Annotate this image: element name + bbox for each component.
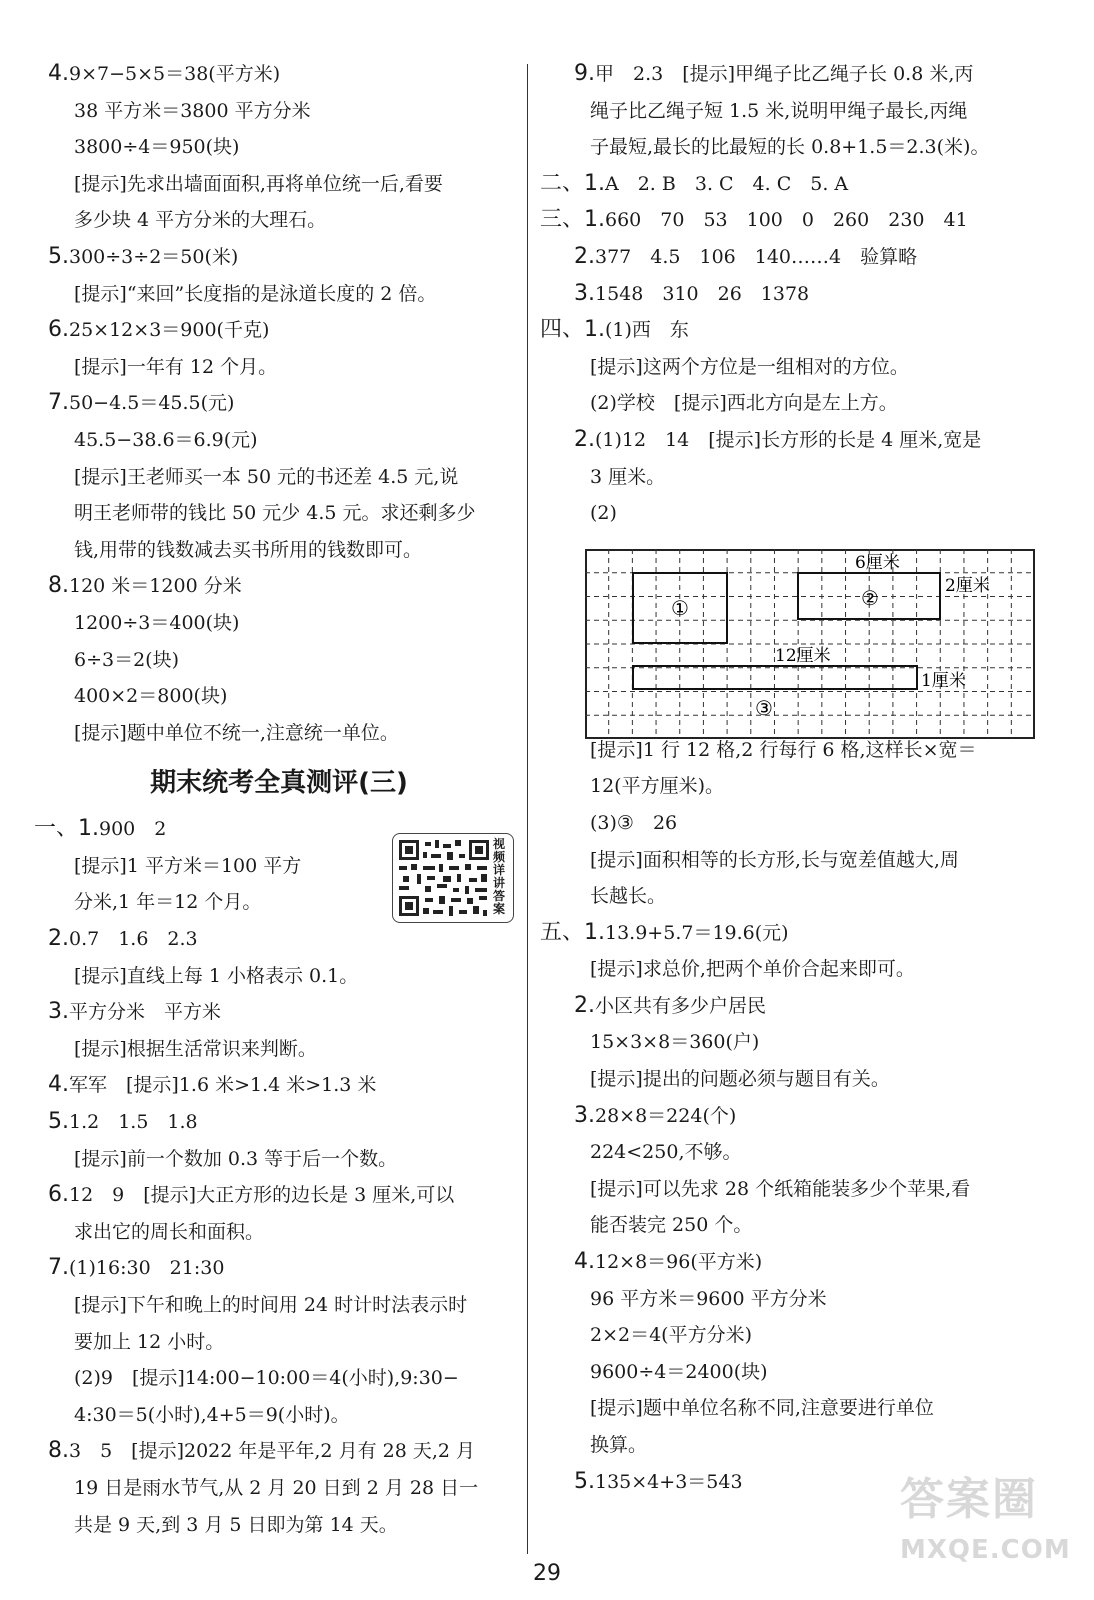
- answer-item: [34, 1104, 514, 1141]
- item-text: 12 9 [提示]大正方形的边长是 3 厘米,可以: [69, 1184, 455, 1207]
- answer-line: [34, 678, 524, 715]
- qr-code[interactable]: [392, 833, 514, 923]
- column-divider: [527, 64, 528, 1554]
- item-number: 6.: [48, 317, 69, 343]
- answer-item: [34, 568, 514, 605]
- answer-line: [34, 1470, 524, 1507]
- item-text: (3)③ 26: [590, 811, 678, 834]
- item-number: 9.: [574, 61, 595, 86]
- watermark-line1: 答案圈: [900, 1474, 1038, 1525]
- answer-line: [34, 642, 524, 679]
- item-text: 长越长。: [590, 885, 667, 908]
- answer-line: [34, 1141, 524, 1178]
- item-text: 1.2 1.5 1.8: [69, 1111, 198, 1134]
- label-2cm: 2厘米: [945, 576, 990, 596]
- item-text: [提示]题中单位不统一,注意统一单位。: [74, 721, 399, 744]
- item-text: 明王老师带的钱比 50 元少 4.5 元。求还剩多少: [74, 502, 476, 525]
- item-text: [提示]先求出墙面面积,再将单位统一后,看要: [74, 172, 443, 195]
- item-text: 1548 310 26 1378: [595, 282, 810, 305]
- item-number: 5.: [574, 1468, 595, 1494]
- item-number: 5.: [48, 243, 69, 269]
- item-text: (2): [590, 502, 617, 525]
- answer-item: [34, 994, 514, 1031]
- item-number: 3.: [574, 1102, 595, 1128]
- answer-line: [540, 1171, 1060, 1208]
- item-text: 50−4.5＝45.5(元): [69, 392, 235, 415]
- item-text: 6÷3＝2(块): [74, 648, 180, 671]
- item-text: 钱,用带的钱数减去买书所用的钱数即可。: [74, 538, 423, 561]
- item-text: 小区共有多少户居民: [595, 994, 767, 1017]
- answer-line: [34, 202, 524, 239]
- item-text: [提示]面积相等的长方形,长与宽差值越大,周: [590, 848, 959, 871]
- item-text: 0.7 1.6 2.3: [69, 928, 198, 951]
- answer-line: [34, 605, 524, 642]
- item-number: 2.: [574, 243, 595, 269]
- page-number: 29: [533, 1561, 561, 1586]
- item-text: 377 4.5 106 140……4 验算略: [595, 245, 918, 268]
- item-text: [提示]王老师买一本 50 元的书还差 4.5 元,说: [74, 465, 459, 488]
- answer-item: [540, 915, 1060, 952]
- item-number: 一、1.: [34, 816, 99, 842]
- item-text: 2×2＝4(平方分米): [590, 1324, 753, 1347]
- answer-line: [540, 1134, 1060, 1171]
- item-text: 19 日是雨水节气,从 2 月 20 日到 2 月 28 日一: [74, 1476, 479, 1499]
- item-text: 分米,1 年＝12 个月。: [74, 891, 262, 914]
- answer-item: [540, 988, 1060, 1025]
- answer-line: [540, 1281, 1060, 1318]
- item-number: 7.: [48, 1255, 69, 1281]
- item-text: 900 2: [99, 818, 167, 841]
- item-text: (2)9 [提示]14:00−10:00＝4(小时),9:30−: [74, 1367, 459, 1390]
- answer-line: [34, 532, 524, 569]
- answer-line: [540, 1024, 1060, 1061]
- label-12cm: 12厘米: [775, 646, 831, 666]
- item-text: 3 5 [提示]2022 年是平年,2 月有 28 天,2 月: [69, 1440, 475, 1463]
- item-text: 3 厘米。: [590, 465, 666, 488]
- answer-line: [540, 459, 1060, 496]
- watermark-logo: [900, 1470, 1090, 1595]
- answer-line: [34, 166, 524, 203]
- qr-code-icon: [399, 840, 489, 916]
- answer-line: [34, 349, 524, 386]
- answer-line: [540, 1317, 1060, 1354]
- item-text: [提示]下午和晚上的时间用 24 时计时法表示时: [74, 1294, 468, 1316]
- answer-line: [34, 1324, 524, 1361]
- item-text: (1)西 东: [605, 319, 689, 342]
- answer-line: [540, 1207, 1060, 1244]
- answer-item: [540, 312, 1060, 349]
- item-text: 224<250,不够。: [590, 1141, 742, 1164]
- item-text: (2)学校 [提示]西北方向是左上方。: [590, 392, 898, 415]
- item-text: [提示]直线上每 1 小格表示 0.1。: [74, 964, 359, 987]
- item-text: 12(平方厘米)。: [590, 775, 725, 798]
- item-text: [提示]可以先求 28 个纸箱能装多少个苹果,看: [590, 1177, 971, 1200]
- item-text: [提示]这两个方位是一组相对的方位。: [590, 355, 909, 378]
- right-column-bottom: [540, 732, 1060, 1500]
- item-text: 25×12×3＝900(千克): [69, 319, 270, 342]
- answer-line: [34, 276, 524, 313]
- label-6cm: 6厘米: [855, 553, 900, 573]
- item-text: [提示]1 平方米＝100 平方: [74, 854, 302, 877]
- item-text: 军军 [提示]1.6 米>1.4 米>1.3 米: [69, 1074, 377, 1097]
- answer-line: [34, 495, 524, 532]
- answer-line: [34, 1031, 524, 1068]
- left-column: [34, 56, 524, 1543]
- item-text: 4:30＝5(小时),4+5＝9(小时)。: [74, 1403, 350, 1426]
- answer-item: [34, 1433, 514, 1470]
- item-text: [提示]1 行 12 格,2 行每行 6 格,这样长×宽＝: [590, 738, 977, 761]
- item-number: 四、1.: [540, 317, 605, 343]
- item-text: 28×8＝224(个): [595, 1104, 737, 1127]
- answer-line: [540, 349, 1060, 386]
- item-text: [提示]“来回”长度指的是泳道长度的 2 倍。: [74, 282, 437, 305]
- qr-caption: 视频详讲答案: [493, 837, 506, 916]
- answer-line: [34, 1214, 524, 1251]
- answer-item: [540, 422, 1060, 459]
- item-text: 多少块 4 平方分米的大理石。: [74, 209, 327, 232]
- item-text: 9×7−5×5＝38(平方米): [69, 63, 281, 85]
- item-number: 4.: [48, 61, 69, 86]
- item-number: 2.: [574, 992, 595, 1018]
- item-text: 120 米＝1200 分米: [69, 575, 242, 598]
- item-number: 3.: [574, 280, 595, 306]
- answer-item: [34, 1067, 514, 1104]
- right-column: [540, 56, 1060, 1500]
- answer-line: [34, 459, 524, 496]
- item-number: 8.: [48, 573, 69, 599]
- item-text: 换算。: [590, 1434, 648, 1456]
- answer-item: [34, 56, 514, 93]
- item-number: 3.: [48, 999, 69, 1025]
- item-text: [提示]提出的问题必须与题目有关。: [590, 1068, 890, 1091]
- answer-line: [34, 1287, 524, 1324]
- answer-line: [540, 1354, 1060, 1391]
- item-text: 要加上 12 小时。: [74, 1330, 225, 1353]
- item-number: 五、1.: [540, 919, 605, 945]
- answer-line: [34, 93, 524, 130]
- label-1cm: 1厘米: [921, 671, 966, 691]
- answer-line: [34, 715, 524, 752]
- item-text: 甲 2.3 [提示]甲绳子比乙绳子长 0.8 米,丙: [595, 63, 974, 85]
- answer-line: [540, 1427, 1060, 1464]
- answer-line: [540, 1061, 1060, 1098]
- answer-item: [34, 921, 514, 958]
- item-number: 4.: [48, 1072, 69, 1098]
- answer-line: [540, 385, 1060, 422]
- answer-line: [34, 1507, 524, 1544]
- answer-item: [34, 239, 514, 276]
- item-text: (1)16:30 21:30: [69, 1257, 225, 1280]
- item-number: 6.: [48, 1182, 69, 1208]
- answer-item: [540, 276, 1060, 313]
- item-text: [提示]一年有 12 个月。: [74, 355, 278, 378]
- item-number: 5.: [48, 1109, 69, 1135]
- item-text: 135×4+3＝543: [595, 1470, 743, 1493]
- answer-line: [34, 129, 524, 166]
- item-text: 96 平方米＝9600 平方分米: [590, 1287, 827, 1310]
- item-text: [提示]根据生活常识来判断。: [74, 1037, 317, 1060]
- item-number: 三、1.: [540, 207, 605, 233]
- answer-item: [540, 56, 1060, 93]
- item-text: 能否装完 250 个。: [590, 1214, 753, 1237]
- answer-item: [34, 385, 514, 422]
- answer-item: [540, 166, 1060, 203]
- answer-line: [540, 495, 1060, 532]
- rectangle-2-label: ②: [861, 586, 879, 610]
- rectangle-3-label: ③: [755, 696, 773, 720]
- right-column-top: [540, 56, 1060, 532]
- answer-line: [540, 951, 1060, 988]
- item-text: 12×8＝96(平方米): [595, 1251, 763, 1274]
- answer-item: [34, 1250, 514, 1287]
- answer-line: [34, 1397, 524, 1434]
- item-number: 2.: [574, 426, 595, 452]
- answer-line: [540, 1390, 1060, 1427]
- item-text: 共是 9 天,到 3 月 5 日即为第 14 天。: [74, 1513, 398, 1536]
- item-text: 45.5−38.6＝6.9(元): [74, 428, 258, 451]
- answer-item: [540, 1244, 1060, 1281]
- answer-line: [34, 958, 524, 995]
- item-text: 300÷3÷2＝50(米): [69, 245, 239, 268]
- item-text: 平方分米 平方米: [69, 1001, 222, 1024]
- answer-line: [34, 1360, 524, 1397]
- answer-item: [540, 202, 1060, 239]
- answer-item: [34, 312, 514, 349]
- answer-item: [34, 1177, 514, 1214]
- rectangle-3: [633, 666, 917, 689]
- item-text: 400×2＝800(块): [74, 685, 228, 708]
- answer-item: [540, 239, 1060, 276]
- rectangle-grid-figure: [585, 549, 1035, 739]
- item-text: 15×3×8＝360(户): [590, 1031, 760, 1054]
- item-number: 二、1.: [540, 170, 605, 196]
- item-text: 1200÷3＝400(块): [74, 611, 240, 634]
- answer-line: [540, 93, 1060, 130]
- item-text: (1)12 14 [提示]长方形的长是 4 厘米,宽是: [595, 428, 982, 451]
- item-text: 求出它的周长和面积。: [74, 1220, 265, 1243]
- item-text: 13.9+5.7＝19.6(元): [605, 921, 789, 944]
- item-number: 2.: [48, 926, 69, 952]
- section-title: 期末统考全真测评(三): [150, 768, 408, 799]
- answer-item: [540, 1098, 1060, 1135]
- answer-line: [540, 878, 1060, 915]
- item-text: 子最短,最长的比最短的长 0.8+1.5＝2.3(米)。: [590, 136, 990, 159]
- answer-line: [34, 422, 524, 459]
- answer-line: [540, 768, 1060, 805]
- item-number: 8.: [48, 1438, 69, 1464]
- item-text: 9600÷4＝2400(块): [590, 1360, 768, 1383]
- rectangle-1-label: ①: [671, 596, 689, 620]
- item-number: 4.: [574, 1249, 595, 1275]
- answer-line: [540, 842, 1060, 879]
- item-text: [提示]题中单位名称不同,注意要进行单位: [590, 1397, 934, 1420]
- item-text: A 2. B 3. C 4. C 5. A: [605, 172, 849, 195]
- item-number: 7.: [48, 390, 69, 416]
- item-text: 绳子比乙绳子短 1.5 米,说明甲绳子最长,丙绳: [590, 99, 968, 122]
- item-text: 3800÷4＝950(块): [74, 136, 240, 159]
- watermark-line2: MXQE.COM: [900, 1535, 1071, 1565]
- item-text: 38 平方米＝3800 平方分米: [74, 99, 311, 122]
- answer-line: [540, 805, 1060, 842]
- item-text: [提示]求总价,把两个单价合起来即可。: [590, 958, 915, 981]
- item-text: [提示]前一个数加 0.3 等于后一个数。: [74, 1147, 398, 1170]
- answer-line: [540, 129, 1060, 166]
- item-text: 660 70 53 100 0 260 230 41: [605, 209, 968, 232]
